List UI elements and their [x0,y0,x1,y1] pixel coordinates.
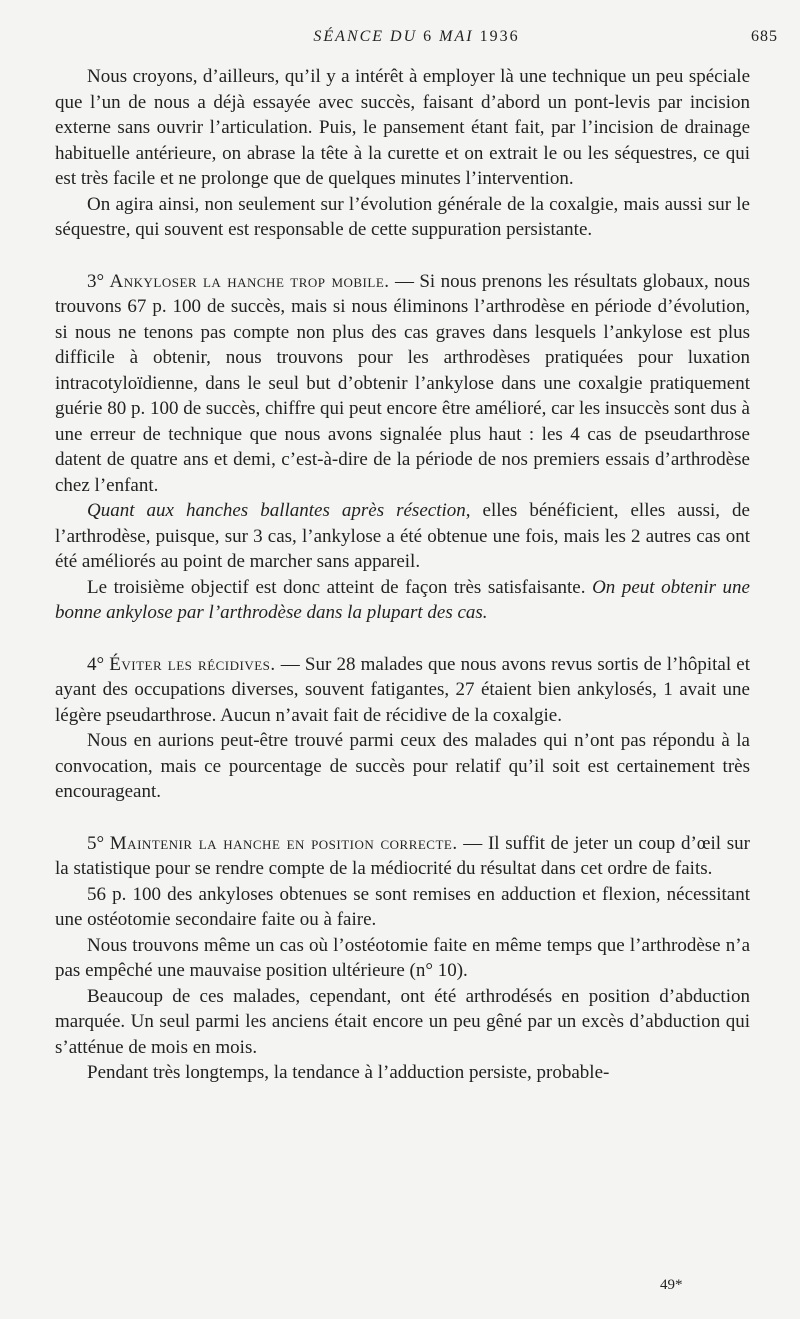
section-5-heading: Maintenir la hanche en position correcte. [109,832,458,854]
objectif-text: Le troisième objectif est donc atteint de façon très satisfaisante. [87,576,593,598]
section-4-number: 4° [87,653,110,675]
section-4-heading: Éviter les récidives. [109,653,276,675]
paragraph-technique: Nous croyons, d’ailleurs, qu’il y a intérêt à employer là une technique un peu spéciale que l’un de nous a déjà essayée avec succès, faisant d’abord un pont-levis par incision externe sans ouvrir l’articulation. Puis, le pansement étant fait, par l’incision de drainage habituelle antérieure, on abrase la tête à la curette et on extrait le ou les séquestres, ce qui est très facile et ne prolonge que de quelques minutes l’intervention. [55,66,750,189]
header-title [55,28,778,46]
header-session: SÉANCE DU [313,28,424,45]
signature-mark: 49* [660,1277,683,1293]
header-month: MAI [433,28,480,45]
header-year: 1936 [479,28,520,45]
paragraph-hanches-ballantes [55,498,750,575]
header-day: 6 [423,28,434,45]
paragraph-tendance: Pendant très longtemps, la tendance à l’adduction persiste, probable- [87,1062,610,1083]
running-header [55,28,778,54]
paragraph-convocation: Nous en aurions peut-être trouvé parmi ceux des malades qui n’ont pas répondu à la convocation, mais ce pourcentage de succès pour relatif qu’il soit est certainement très encourageant. [55,730,750,802]
section-5-text: — Il suffit de jeter un coup d’œil sur la statistique pour se rendre compte de la médiocrité du résultat dans cet ordre de faits. [55,832,750,879]
objectif-italic: On peut obtenir une bonne ankylose par l’arthrodèse dans la plupart des cas. [55,576,750,623]
section-3-text: — Si nous prenons les résultats globaux, nous trouvons 67 p. 100 de succès, mais si nous éliminons l’arthrodèse en période d’évolution, si nous ne tenons pas compte non plus des cas graves dans lesquels l’ankylose est plus difficile à obtenir, nous trouvons pour les arthrodèses pratiquées pour luxation intracotyloïdienne, dans le seul but d’obtenir l’ankylose dans une coxalgie pratiquement guérie 80 p. 100 de succès, chiffre qui peut encore être amélioré, car les insuccès sont dus à une erreur de technique que nous avons signalée plus haut : les 4 cas de pseudarthrose datent de quatre ans et demi, c’est-à-dire de la période de nos premiers essais d’arthrodèse chez l’enfant. [55,270,750,496]
section-5-paragraph [55,831,750,882]
section-3-paragraph [55,269,750,499]
section-3-number: 3° [87,270,110,292]
paragraph-osteotomie: Nous trouvons même un cas où l’ostéotomie faite en même temps que l’arthrodèse n’a pas empêché une mauvaise position ultérieure (n° 10). [55,934,750,981]
paragraph-abduction: Beaucoup de ces malades, cependant, ont été arthrodésés en position d’abduction marquée. Un seul parmi les anciens était encore un peu gêné par un excès d’abduction qui s’atténue de mois en mois. [55,985,750,1058]
section-4-paragraph [55,652,750,729]
paragraph-sequestre: On agira ainsi, non seulement sur l’évolution générale de la coxalgie, mais aussi sur le séquestre, qui souvent est responsable de cette suppuration persistante. [55,193,750,240]
paragraph-objectif [55,575,750,626]
page-number: 685 [751,28,778,45]
article-body [55,64,750,1086]
hanches-ballantes-italic: Quant aux hanches ballantes après résection [87,500,466,521]
hanches-ballantes-text: , elles bénéficient, elles aussi, de l’arthrodèse, puisque, sur 3 cas, l’ankylose a été obtenue une fois, mais les 2 autres cas ont été améliorés au point de marcher sans appareil. [55,500,750,572]
section-3-heading: Ankyloser la hanche trop mobile. [109,270,390,292]
paragraph-adduction-stats: 56 p. 100 des ankyloses obtenues se sont remises en adduction et flexion, nécessitant une ostéotomie secondaire faite ou à faire. [55,883,750,930]
section-4-text: — Sur 28 malades que nous avons revus sortis de l’hôpital et ayant des occupations diverses, souvent fatigantes, 27 étaient bien ankylosés, 1 avait une légère pseudarthrose. Aucun n’avait fait de récidive de la coxalgie. [55,653,750,726]
section-5-number: 5° [87,832,110,854]
